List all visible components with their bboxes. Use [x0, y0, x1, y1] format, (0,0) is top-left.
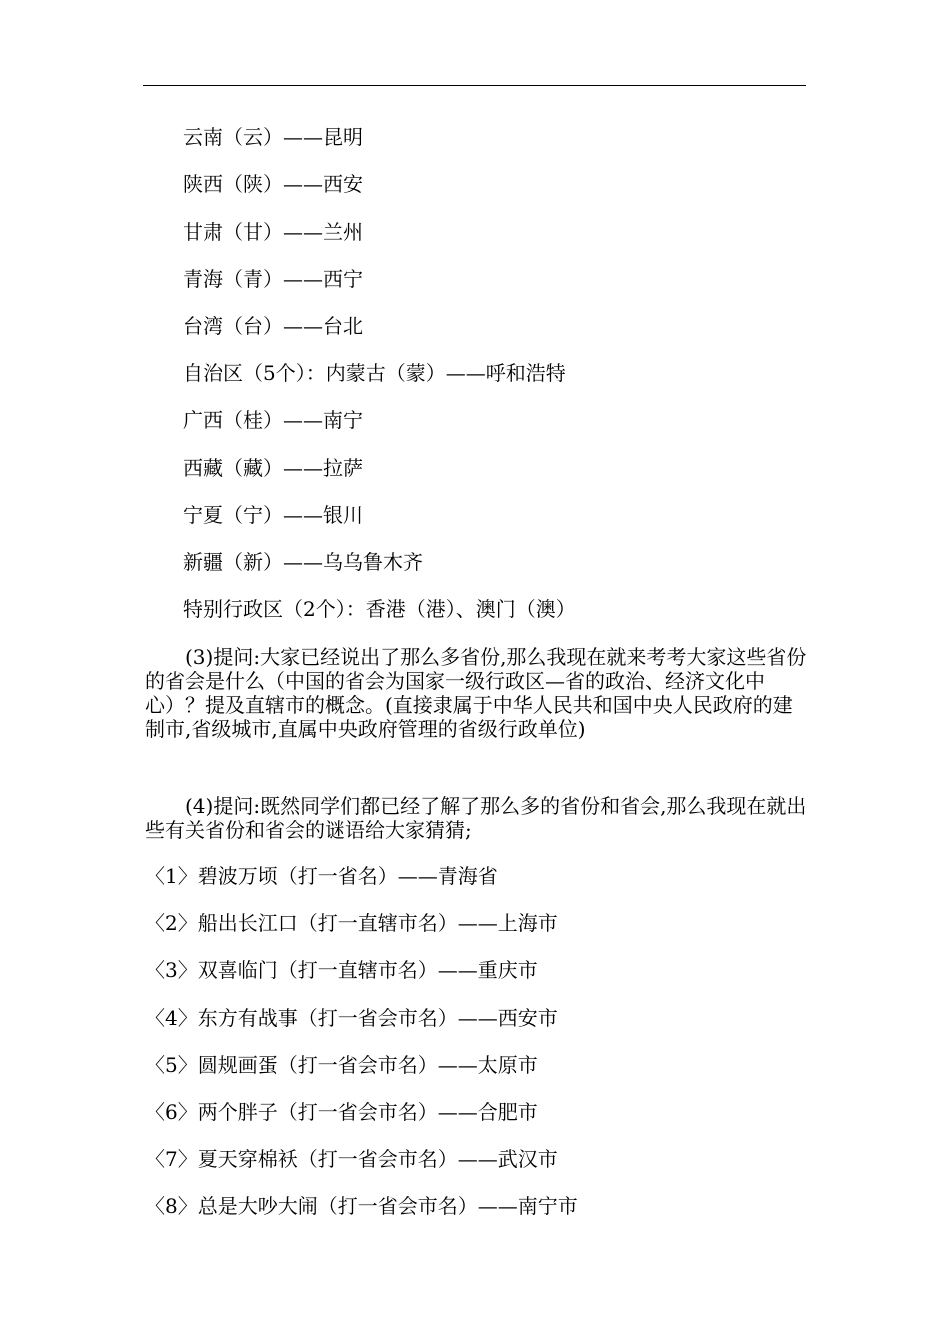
province-line-taiwan: 台湾（台）——台北	[183, 314, 363, 338]
province-line-xizang: 西藏（藏）——拉萨	[183, 456, 363, 480]
riddle-item: 〈4〉东方有战事（打一省会市名）——西安市	[145, 1006, 558, 1030]
province-line-guangxi: 广西（桂）——南宁	[183, 408, 363, 432]
riddle-item: 〈3〉双喜临门（打一直辖市名）——重庆市	[145, 958, 538, 982]
autonomous-region-line: 自治区（5个）：内蒙古（蒙）——呼和浩特	[183, 361, 566, 385]
province-line-xinjiang: 新疆（新）——乌乌鲁木齐	[183, 550, 423, 574]
province-line-shaanxi: 陕西（陕）——西安	[183, 172, 363, 196]
riddle-item: 〈1〉碧波万顷（打一省名）——青海省	[145, 864, 498, 888]
riddle-item: 〈6〉两个胖子（打一省会市名）——合肥市	[145, 1100, 538, 1124]
header-rule	[143, 85, 806, 86]
province-line-ningxia: 宁夏（宁）——银川	[183, 503, 363, 527]
riddle-item: 〈8〉总是大吵大闹（打一省会市名）——南宁市	[145, 1194, 578, 1218]
question-3-paragraph: (3)提问:大家已经说出了那么多省份,那么我现在就来考考大家这些省份的省会是什么（中国的省会为国家一级行政区—省的政治、经济文化中心）？提及直辖市的概念。(直接隶属于中华人民共和国中央人民政府的建制市,省级城市,直属中央政府管理的省级行政单位)	[145, 645, 807, 741]
special-region-line: 特别行政区（2个）：香港（港）、澳门（澳）	[183, 597, 576, 621]
province-line-gansu: 甘肃（甘）——兰州	[183, 220, 363, 244]
province-line-yunnan: 云南（云）——昆明	[183, 125, 363, 149]
province-line-qinghai: 青海（青）——西宁	[183, 267, 363, 291]
riddle-item: 〈5〉圆规画蛋（打一省会市名）——太原市	[145, 1053, 538, 1077]
question-4-paragraph: (4)提问:既然同学们都已经了解了那么多的省份和省会,那么我现在就出些有关省份和省会的谜语给大家猜猜;	[145, 794, 807, 842]
riddle-item: 〈2〉船出长江口（打一直辖市名）——上海市	[145, 911, 558, 935]
riddle-item: 〈7〉夏天穿棉袄（打一省会市名）——武汉市	[145, 1147, 558, 1171]
